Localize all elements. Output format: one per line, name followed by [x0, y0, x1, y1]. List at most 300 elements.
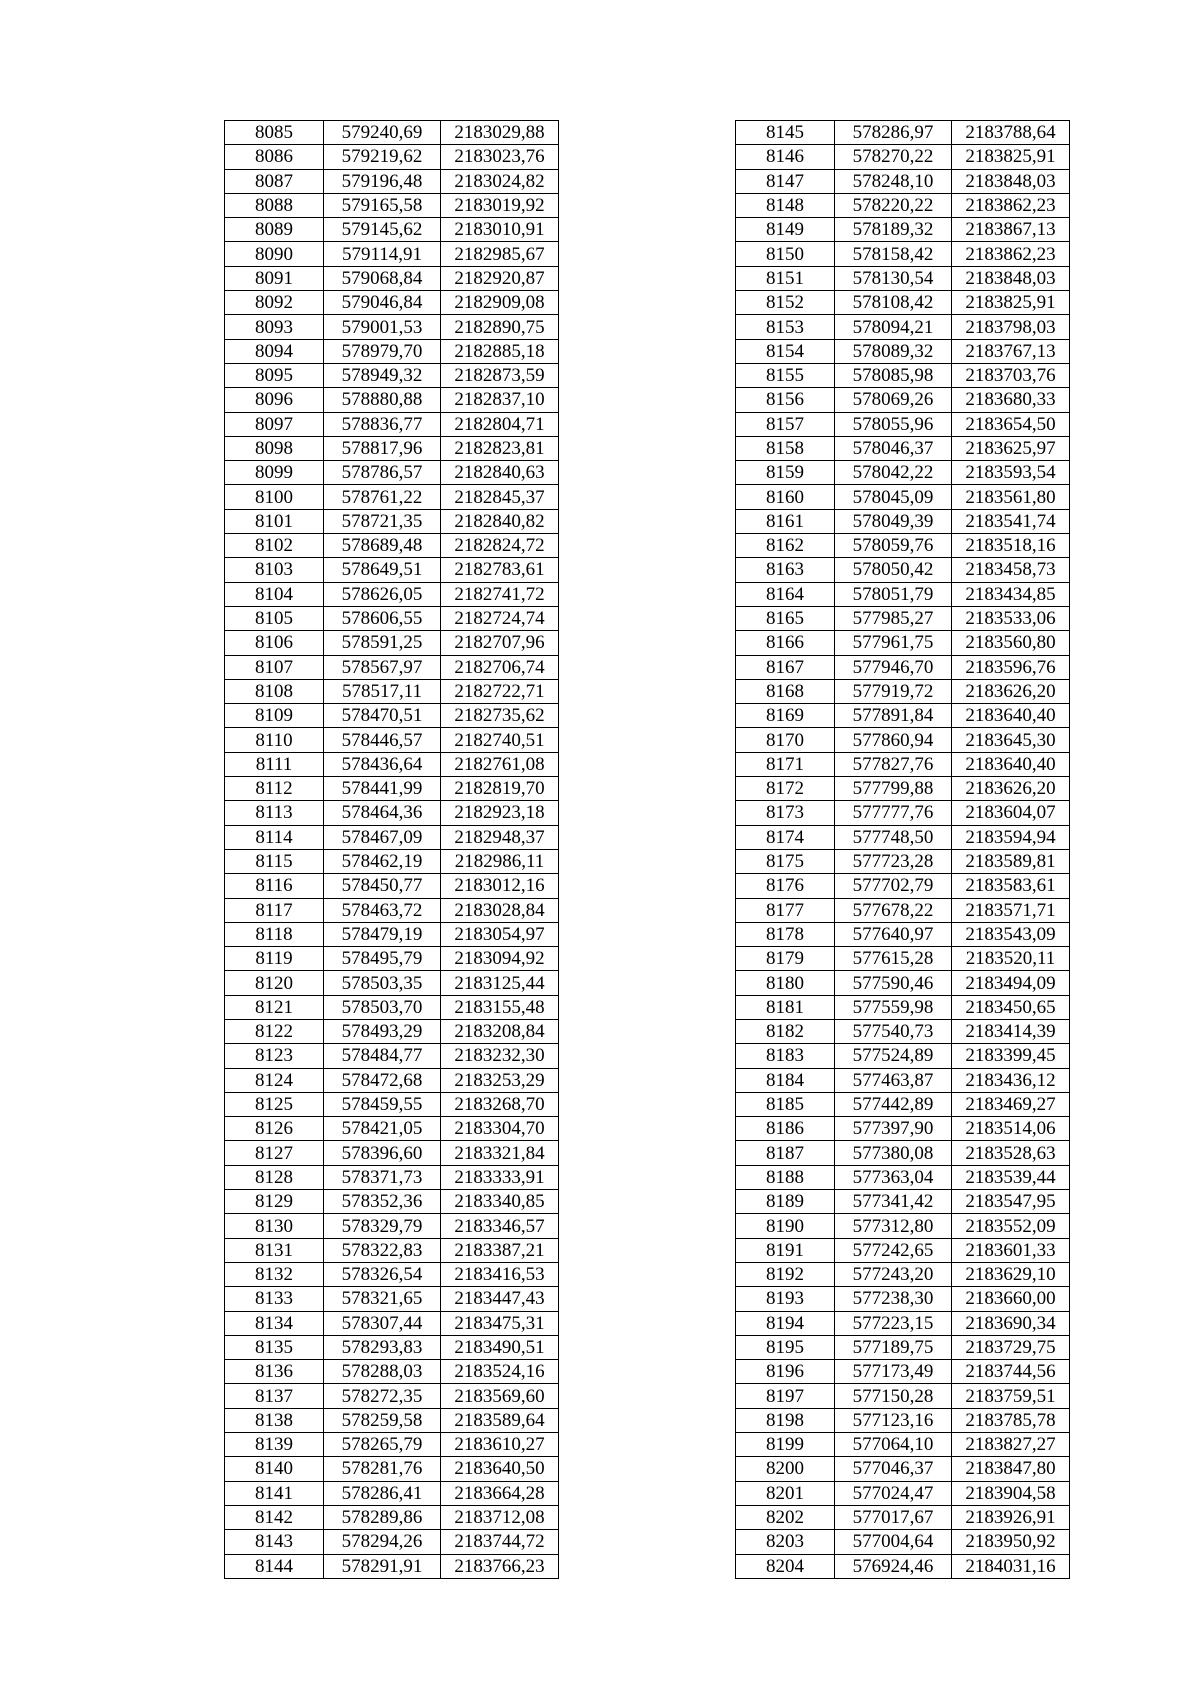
x-coordinate-cell: 578463,72: [324, 898, 441, 922]
table-row: [736, 121, 1070, 145]
table-row: [736, 655, 1070, 679]
y-coordinate-cell: 2183561,80: [952, 485, 1070, 509]
table-row: [225, 655, 559, 679]
x-coordinate-cell: 578352,36: [324, 1190, 441, 1214]
point-number-cell: 8201: [736, 1481, 835, 1505]
table-row: [225, 752, 559, 776]
table-row: [736, 1433, 1070, 1457]
point-number-cell: 8182: [736, 1019, 835, 1043]
point-number-cell: 8202: [736, 1505, 835, 1529]
y-coordinate-cell: 2183024,82: [441, 169, 559, 193]
y-coordinate-cell: 2183660,00: [952, 1287, 1070, 1311]
x-coordinate-cell: 578270,22: [835, 145, 952, 169]
x-coordinate-cell: 578220,22: [835, 193, 952, 217]
point-number-cell: 8112: [225, 777, 324, 801]
x-coordinate-cell: 577123,16: [835, 1408, 952, 1432]
point-number-cell: 8150: [736, 242, 835, 266]
y-coordinate-cell: 2183766,23: [441, 1554, 559, 1578]
y-coordinate-cell: 2183589,81: [952, 849, 1070, 873]
y-coordinate-cell: 2183848,03: [952, 169, 1070, 193]
table-row: [736, 1481, 1070, 1505]
point-number-cell: 8104: [225, 582, 324, 606]
x-coordinate-cell: 577919,72: [835, 679, 952, 703]
coordinate-table-right: [735, 120, 1070, 1579]
table-row: [736, 825, 1070, 849]
table-row: [736, 315, 1070, 339]
x-coordinate-cell: 577590,46: [835, 971, 952, 995]
x-coordinate-cell: 577243,20: [835, 1262, 952, 1286]
point-number-cell: 8176: [736, 874, 835, 898]
table-row: [736, 218, 1070, 242]
point-number-cell: 8177: [736, 898, 835, 922]
x-coordinate-cell: 578049,39: [835, 509, 952, 533]
x-coordinate-cell: 577380,08: [835, 1141, 952, 1165]
point-number-cell: 8196: [736, 1360, 835, 1384]
point-number-cell: 8191: [736, 1238, 835, 1262]
point-number-cell: 8171: [736, 752, 835, 776]
table-row: [225, 1238, 559, 1262]
x-coordinate-cell: 578089,32: [835, 339, 952, 363]
x-coordinate-cell: 578321,65: [324, 1287, 441, 1311]
table-row: [736, 266, 1070, 290]
x-coordinate-cell: 578259,58: [324, 1408, 441, 1432]
y-coordinate-cell: 2183528,63: [952, 1141, 1070, 1165]
y-coordinate-cell: 2183867,13: [952, 218, 1070, 242]
x-coordinate-cell: 578085,98: [835, 363, 952, 387]
y-coordinate-cell: 2183434,85: [952, 582, 1070, 606]
table-row: [225, 388, 559, 412]
point-number-cell: 8183: [736, 1044, 835, 1068]
x-coordinate-cell: 577004,64: [835, 1530, 952, 1554]
x-coordinate-cell: 577702,79: [835, 874, 952, 898]
table-row: [736, 898, 1070, 922]
point-number-cell: 8149: [736, 218, 835, 242]
point-number-cell: 8159: [736, 461, 835, 485]
y-coordinate-cell: 2183321,84: [441, 1141, 559, 1165]
table-row: [225, 558, 559, 582]
x-coordinate-cell: 578248,10: [835, 169, 952, 193]
table-row: [225, 485, 559, 509]
y-coordinate-cell: 2183788,64: [952, 121, 1070, 145]
point-number-cell: 8114: [225, 825, 324, 849]
point-number-cell: 8125: [225, 1092, 324, 1116]
x-coordinate-cell: 578158,42: [835, 242, 952, 266]
table-row: [225, 1457, 559, 1481]
table-row: [736, 874, 1070, 898]
x-coordinate-cell: 579114,91: [324, 242, 441, 266]
x-coordinate-cell: 579165,58: [324, 193, 441, 217]
y-coordinate-cell: 2183712,08: [441, 1505, 559, 1529]
point-number-cell: 8162: [736, 534, 835, 558]
table-row: [736, 922, 1070, 946]
x-coordinate-cell: 578059,76: [835, 534, 952, 558]
y-coordinate-cell: 2183514,06: [952, 1117, 1070, 1141]
table-row: [225, 1068, 559, 1092]
y-coordinate-cell: 2183416,53: [441, 1262, 559, 1286]
point-number-cell: 8166: [736, 631, 835, 655]
y-coordinate-cell: 2183610,27: [441, 1433, 559, 1457]
y-coordinate-cell: 2183744,56: [952, 1360, 1070, 1384]
point-number-cell: 8136: [225, 1360, 324, 1384]
table-row: [225, 1262, 559, 1286]
table-row: [736, 1117, 1070, 1141]
table-row: [736, 752, 1070, 776]
coordinate-table-right-body: [736, 121, 1070, 1579]
y-coordinate-cell: 2183654,50: [952, 412, 1070, 436]
point-number-cell: 8193: [736, 1287, 835, 1311]
x-coordinate-cell: 578450,77: [324, 874, 441, 898]
x-coordinate-cell: 578371,73: [324, 1165, 441, 1189]
point-number-cell: 8131: [225, 1238, 324, 1262]
x-coordinate-cell: 579240,69: [324, 121, 441, 145]
y-coordinate-cell: 2184031,16: [952, 1554, 1070, 1578]
point-number-cell: 8105: [225, 606, 324, 630]
x-coordinate-cell: 578721,35: [324, 509, 441, 533]
point-number-cell: 8132: [225, 1262, 324, 1286]
table-row: [736, 558, 1070, 582]
y-coordinate-cell: 2182706,74: [441, 655, 559, 679]
table-row: [225, 1554, 559, 1578]
x-coordinate-cell: 578836,77: [324, 412, 441, 436]
x-coordinate-cell: 578436,64: [324, 752, 441, 776]
point-number-cell: 8089: [225, 218, 324, 242]
y-coordinate-cell: 2182837,10: [441, 388, 559, 412]
table-row: [225, 121, 559, 145]
point-number-cell: 8180: [736, 971, 835, 995]
table-row: [736, 947, 1070, 971]
table-row: [225, 704, 559, 728]
point-number-cell: 8113: [225, 801, 324, 825]
y-coordinate-cell: 2183494,09: [952, 971, 1070, 995]
table-row: [225, 363, 559, 387]
y-coordinate-cell: 2183208,84: [441, 1019, 559, 1043]
point-number-cell: 8165: [736, 606, 835, 630]
table-row: [225, 242, 559, 266]
y-coordinate-cell: 2183054,97: [441, 922, 559, 946]
point-number-cell: 8091: [225, 266, 324, 290]
y-coordinate-cell: 2183019,92: [441, 193, 559, 217]
y-coordinate-cell: 2182707,96: [441, 631, 559, 655]
x-coordinate-cell: 579046,84: [324, 291, 441, 315]
table-row: [225, 922, 559, 946]
x-coordinate-cell: 578286,41: [324, 1481, 441, 1505]
y-coordinate-cell: 2183524,16: [441, 1360, 559, 1384]
y-coordinate-cell: 2182840,63: [441, 461, 559, 485]
x-coordinate-cell: 577777,76: [835, 801, 952, 825]
x-coordinate-cell: 578591,25: [324, 631, 441, 655]
x-coordinate-cell: 578470,51: [324, 704, 441, 728]
y-coordinate-cell: 2183010,91: [441, 218, 559, 242]
x-coordinate-cell: 578503,35: [324, 971, 441, 995]
table-row: [225, 218, 559, 242]
y-coordinate-cell: 2182985,67: [441, 242, 559, 266]
point-number-cell: 8107: [225, 655, 324, 679]
y-coordinate-cell: 2183569,60: [441, 1384, 559, 1408]
point-number-cell: 8194: [736, 1311, 835, 1335]
point-number-cell: 8144: [225, 1554, 324, 1578]
y-coordinate-cell: 2182923,18: [441, 801, 559, 825]
y-coordinate-cell: 2182948,37: [441, 825, 559, 849]
table-row: [225, 291, 559, 315]
table-row: [736, 1068, 1070, 1092]
point-number-cell: 8153: [736, 315, 835, 339]
x-coordinate-cell: 579068,84: [324, 266, 441, 290]
table-row: [736, 1505, 1070, 1529]
x-coordinate-cell: 577238,30: [835, 1287, 952, 1311]
y-coordinate-cell: 2182724,74: [441, 606, 559, 630]
y-coordinate-cell: 2183346,57: [441, 1214, 559, 1238]
x-coordinate-cell: 578467,09: [324, 825, 441, 849]
x-coordinate-cell: 577946,70: [835, 655, 952, 679]
point-number-cell: 8141: [225, 1481, 324, 1505]
x-coordinate-cell: 579145,62: [324, 218, 441, 242]
table-row: [225, 1044, 559, 1068]
table-row: [736, 582, 1070, 606]
x-coordinate-cell: 578817,96: [324, 436, 441, 460]
x-coordinate-cell: 578326,54: [324, 1262, 441, 1286]
x-coordinate-cell: 577615,28: [835, 947, 952, 971]
table-row: [736, 679, 1070, 703]
table-row: [736, 242, 1070, 266]
x-coordinate-cell: 577640,97: [835, 922, 952, 946]
table-row: [736, 1214, 1070, 1238]
x-coordinate-cell: 578464,36: [324, 801, 441, 825]
table-row: [225, 582, 559, 606]
x-coordinate-cell: 578689,48: [324, 534, 441, 558]
y-coordinate-cell: 2182890,75: [441, 315, 559, 339]
point-number-cell: 8124: [225, 1068, 324, 1092]
x-coordinate-cell: 578459,55: [324, 1092, 441, 1116]
x-coordinate-cell: 578949,32: [324, 363, 441, 387]
y-coordinate-cell: 2183458,73: [952, 558, 1070, 582]
y-coordinate-cell: 2183520,11: [952, 947, 1070, 971]
point-number-cell: 8195: [736, 1335, 835, 1359]
x-coordinate-cell: 578786,57: [324, 461, 441, 485]
x-coordinate-cell: 577524,89: [835, 1044, 952, 1068]
x-coordinate-cell: 578493,29: [324, 1019, 441, 1043]
table-row: [736, 1335, 1070, 1359]
point-number-cell: 8122: [225, 1019, 324, 1043]
x-coordinate-cell: 577463,87: [835, 1068, 952, 1092]
y-coordinate-cell: 2183759,51: [952, 1384, 1070, 1408]
table-row: [736, 1165, 1070, 1189]
y-coordinate-cell: 2183333,91: [441, 1165, 559, 1189]
y-coordinate-cell: 2183399,45: [952, 1044, 1070, 1068]
y-coordinate-cell: 2183155,48: [441, 995, 559, 1019]
y-coordinate-cell: 2183541,74: [952, 509, 1070, 533]
y-coordinate-cell: 2183469,27: [952, 1092, 1070, 1116]
point-number-cell: 8115: [225, 849, 324, 873]
table-row: [736, 606, 1070, 630]
point-number-cell: 8087: [225, 169, 324, 193]
x-coordinate-cell: 577046,37: [835, 1457, 952, 1481]
point-number-cell: 8173: [736, 801, 835, 825]
table-row: [225, 1530, 559, 1554]
x-coordinate-cell: 578265,79: [324, 1433, 441, 1457]
table-row: [225, 1505, 559, 1529]
y-coordinate-cell: 2183583,61: [952, 874, 1070, 898]
table-row: [736, 363, 1070, 387]
y-coordinate-cell: 2183640,40: [952, 752, 1070, 776]
table-row: [736, 1238, 1070, 1262]
table-row: [225, 1141, 559, 1165]
point-number-cell: 8181: [736, 995, 835, 1019]
table-row: [225, 1408, 559, 1432]
y-coordinate-cell: 2183589,64: [441, 1408, 559, 1432]
y-coordinate-cell: 2183604,07: [952, 801, 1070, 825]
point-number-cell: 8085: [225, 121, 324, 145]
point-number-cell: 8138: [225, 1408, 324, 1432]
y-coordinate-cell: 2182735,62: [441, 704, 559, 728]
table-row: [225, 193, 559, 217]
table-row: [736, 1092, 1070, 1116]
table-row: [736, 777, 1070, 801]
y-coordinate-cell: 2183490,51: [441, 1335, 559, 1359]
table-row: [736, 412, 1070, 436]
point-number-cell: 8098: [225, 436, 324, 460]
y-coordinate-cell: 2182823,81: [441, 436, 559, 460]
point-number-cell: 8143: [225, 1530, 324, 1554]
point-number-cell: 8169: [736, 704, 835, 728]
point-number-cell: 8126: [225, 1117, 324, 1141]
y-coordinate-cell: 2183640,40: [952, 704, 1070, 728]
y-coordinate-cell: 2183023,76: [441, 145, 559, 169]
table-row: [225, 801, 559, 825]
point-number-cell: 8103: [225, 558, 324, 582]
table-row: [736, 1141, 1070, 1165]
table-row: [736, 704, 1070, 728]
point-number-cell: 8101: [225, 509, 324, 533]
x-coordinate-cell: 578046,37: [835, 436, 952, 460]
x-coordinate-cell: 577891,84: [835, 704, 952, 728]
point-number-cell: 8099: [225, 461, 324, 485]
x-coordinate-cell: 577678,22: [835, 898, 952, 922]
point-number-cell: 8190: [736, 1214, 835, 1238]
table-row: [225, 412, 559, 436]
table-row: [225, 436, 559, 460]
y-coordinate-cell: 2183125,44: [441, 971, 559, 995]
y-coordinate-cell: 2183625,97: [952, 436, 1070, 460]
y-coordinate-cell: 2183539,44: [952, 1165, 1070, 1189]
y-coordinate-cell: 2183012,16: [441, 874, 559, 898]
table-row: [736, 801, 1070, 825]
y-coordinate-cell: 2183785,78: [952, 1408, 1070, 1432]
y-coordinate-cell: 2182783,61: [441, 558, 559, 582]
point-number-cell: 8092: [225, 291, 324, 315]
y-coordinate-cell: 2183253,29: [441, 1068, 559, 1092]
point-number-cell: 8123: [225, 1044, 324, 1068]
y-coordinate-cell: 2183640,50: [441, 1457, 559, 1481]
x-coordinate-cell: 578108,42: [835, 291, 952, 315]
y-coordinate-cell: 2183798,03: [952, 315, 1070, 339]
point-number-cell: 8167: [736, 655, 835, 679]
table-row: [736, 1190, 1070, 1214]
y-coordinate-cell: 2183862,23: [952, 242, 1070, 266]
x-coordinate-cell: 578396,60: [324, 1141, 441, 1165]
x-coordinate-cell: 578567,97: [324, 655, 441, 679]
point-number-cell: 8160: [736, 485, 835, 509]
point-number-cell: 8192: [736, 1262, 835, 1286]
point-number-cell: 8106: [225, 631, 324, 655]
x-coordinate-cell: 578761,22: [324, 485, 441, 509]
table-row: [225, 898, 559, 922]
y-coordinate-cell: 2182740,51: [441, 728, 559, 752]
x-coordinate-cell: 577799,88: [835, 777, 952, 801]
y-coordinate-cell: 2183560,80: [952, 631, 1070, 655]
table-row: [736, 631, 1070, 655]
point-number-cell: 8142: [225, 1505, 324, 1529]
point-number-cell: 8148: [736, 193, 835, 217]
point-number-cell: 8187: [736, 1141, 835, 1165]
x-coordinate-cell: 578094,21: [835, 315, 952, 339]
x-coordinate-cell: 579001,53: [324, 315, 441, 339]
table-row: [225, 509, 559, 533]
y-coordinate-cell: 2183232,30: [441, 1044, 559, 1068]
y-coordinate-cell: 2183825,91: [952, 291, 1070, 315]
y-coordinate-cell: 2183629,10: [952, 1262, 1070, 1286]
point-number-cell: 8155: [736, 363, 835, 387]
table-row: [225, 825, 559, 849]
table-row: [736, 509, 1070, 533]
x-coordinate-cell: 578189,32: [835, 218, 952, 242]
table-row: [736, 145, 1070, 169]
y-coordinate-cell: 2183596,76: [952, 655, 1070, 679]
x-coordinate-cell: 578421,05: [324, 1117, 441, 1141]
point-number-cell: 8170: [736, 728, 835, 752]
point-number-cell: 8152: [736, 291, 835, 315]
table-row: [225, 971, 559, 995]
point-number-cell: 8154: [736, 339, 835, 363]
x-coordinate-cell: 577860,94: [835, 728, 952, 752]
x-coordinate-cell: 577341,42: [835, 1190, 952, 1214]
x-coordinate-cell: 577985,27: [835, 606, 952, 630]
point-number-cell: 8119: [225, 947, 324, 971]
y-coordinate-cell: 2183450,65: [952, 995, 1070, 1019]
y-coordinate-cell: 2183601,33: [952, 1238, 1070, 1262]
table-row: [736, 971, 1070, 995]
x-coordinate-cell: 578286,97: [835, 121, 952, 145]
y-coordinate-cell: 2183447,43: [441, 1287, 559, 1311]
x-coordinate-cell: 577363,04: [835, 1165, 952, 1189]
y-coordinate-cell: 2183340,85: [441, 1190, 559, 1214]
point-number-cell: 8186: [736, 1117, 835, 1141]
y-coordinate-cell: 2183680,33: [952, 388, 1070, 412]
table-row: [225, 995, 559, 1019]
point-number-cell: 8178: [736, 922, 835, 946]
point-number-cell: 8168: [736, 679, 835, 703]
x-coordinate-cell: 578293,83: [324, 1335, 441, 1359]
point-number-cell: 8093: [225, 315, 324, 339]
x-coordinate-cell: 578288,03: [324, 1360, 441, 1384]
table-row: [225, 1335, 559, 1359]
table-row: [225, 534, 559, 558]
point-number-cell: 8156: [736, 388, 835, 412]
y-coordinate-cell: 2182885,18: [441, 339, 559, 363]
y-coordinate-cell: 2183626,20: [952, 777, 1070, 801]
point-number-cell: 8110: [225, 728, 324, 752]
x-coordinate-cell: 578322,83: [324, 1238, 441, 1262]
point-number-cell: 8133: [225, 1287, 324, 1311]
x-coordinate-cell: 577024,47: [835, 1481, 952, 1505]
table-row: [225, 1117, 559, 1141]
y-coordinate-cell: 2183848,03: [952, 266, 1070, 290]
table-row: [225, 266, 559, 290]
point-number-cell: 8158: [736, 436, 835, 460]
x-coordinate-cell: 578045,09: [835, 485, 952, 509]
y-coordinate-cell: 2183825,91: [952, 145, 1070, 169]
y-coordinate-cell: 2183304,70: [441, 1117, 559, 1141]
point-number-cell: 8151: [736, 266, 835, 290]
